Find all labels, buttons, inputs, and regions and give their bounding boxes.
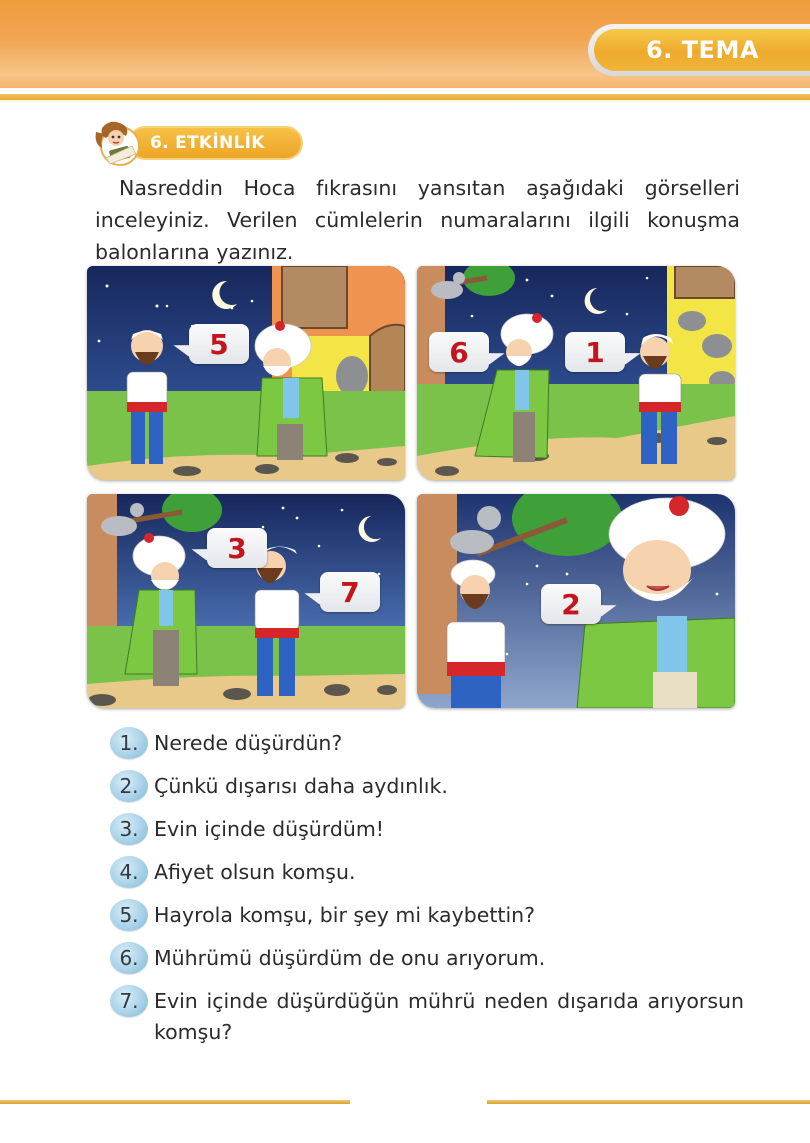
sentence-text: Evin içinde düşürdüm! <box>154 817 385 841</box>
comic-panel-1 <box>87 266 405 480</box>
activity-label: 6. ETKİNLİK <box>150 133 265 153</box>
number-badge <box>110 942 148 974</box>
number-label: 3. <box>119 817 139 841</box>
theme-label: 6. TEMA <box>646 36 759 64</box>
number-label: 2. <box>119 774 139 798</box>
speech-bubble-5[interactable] <box>189 324 249 364</box>
night-scene-illustration <box>417 266 735 480</box>
bubble-number: 6 <box>449 335 469 369</box>
instruction-body: Nasreddin Hoca fıkrasını yansıtan aşağıdaki görselleri inceleyiniz. Verilen cümlelerin numaralarını ilgili konuşma balonlarına yazınız. <box>95 176 740 264</box>
theme-badge <box>588 24 810 76</box>
sentence-item-6 <box>110 942 750 985</box>
sentence-text: Nerede düşürdün? <box>154 731 343 755</box>
footer-divider-left <box>0 1100 350 1104</box>
sentence-item-4 <box>110 856 750 899</box>
number-badge <box>110 856 148 888</box>
theme-badge-inner <box>594 29 810 71</box>
number-label: 5. <box>119 903 139 927</box>
sentence-item-5 <box>110 899 750 942</box>
sentence-text: Evin içinde düşürdüğün mührü neden dışarıda arıyorsun komşu? <box>154 989 744 1044</box>
sentence-text: Afiyet olsun komşu. <box>154 860 356 884</box>
instruction-text <box>95 172 740 268</box>
bubble-number: 1 <box>585 335 605 369</box>
sentence-item-3 <box>110 813 750 856</box>
sentence-text: Çünkü dışarısı daha aydınlık. <box>154 774 448 798</box>
number-label: 1. <box>119 731 139 755</box>
bubble-number: 3 <box>227 531 247 565</box>
bubble-number: 7 <box>340 575 360 609</box>
girl-reading-icon <box>92 118 144 166</box>
sentence-text: Mührümü düşürdüm de onu arıyorum. <box>154 946 546 970</box>
number-badge <box>110 770 148 802</box>
number-badge <box>110 813 148 845</box>
sentence-text: Hayrola komşu, bir şey mi kaybettin? <box>154 903 536 927</box>
sentence-item-1 <box>110 727 750 770</box>
sentence-list <box>110 727 750 1057</box>
comic-panel-3 <box>87 494 405 708</box>
number-label: 7. <box>119 989 139 1013</box>
comic-panel-4 <box>417 494 735 708</box>
number-badge <box>110 899 148 931</box>
footer-divider-right <box>487 1100 810 1104</box>
speech-bubble-7[interactable] <box>320 572 380 612</box>
comic-panel-2 <box>417 266 735 480</box>
number-badge <box>110 985 148 1017</box>
speech-bubble-3[interactable] <box>207 528 267 568</box>
bubble-number: 5 <box>209 327 229 361</box>
sentence-item-7 <box>110 985 750 1057</box>
speech-bubble-2[interactable] <box>541 584 601 624</box>
activity-pill <box>128 126 303 160</box>
bubble-number: 2 <box>561 587 581 621</box>
number-label: 4. <box>119 860 139 884</box>
speech-bubble-6[interactable] <box>429 332 489 372</box>
speech-bubble-1[interactable] <box>565 332 625 372</box>
number-badge <box>110 727 148 759</box>
night-scene-illustration <box>87 266 405 480</box>
header-divider-light <box>0 100 810 102</box>
activity-badge <box>90 118 305 168</box>
sentence-item-2 <box>110 770 750 813</box>
number-label: 6. <box>119 946 139 970</box>
